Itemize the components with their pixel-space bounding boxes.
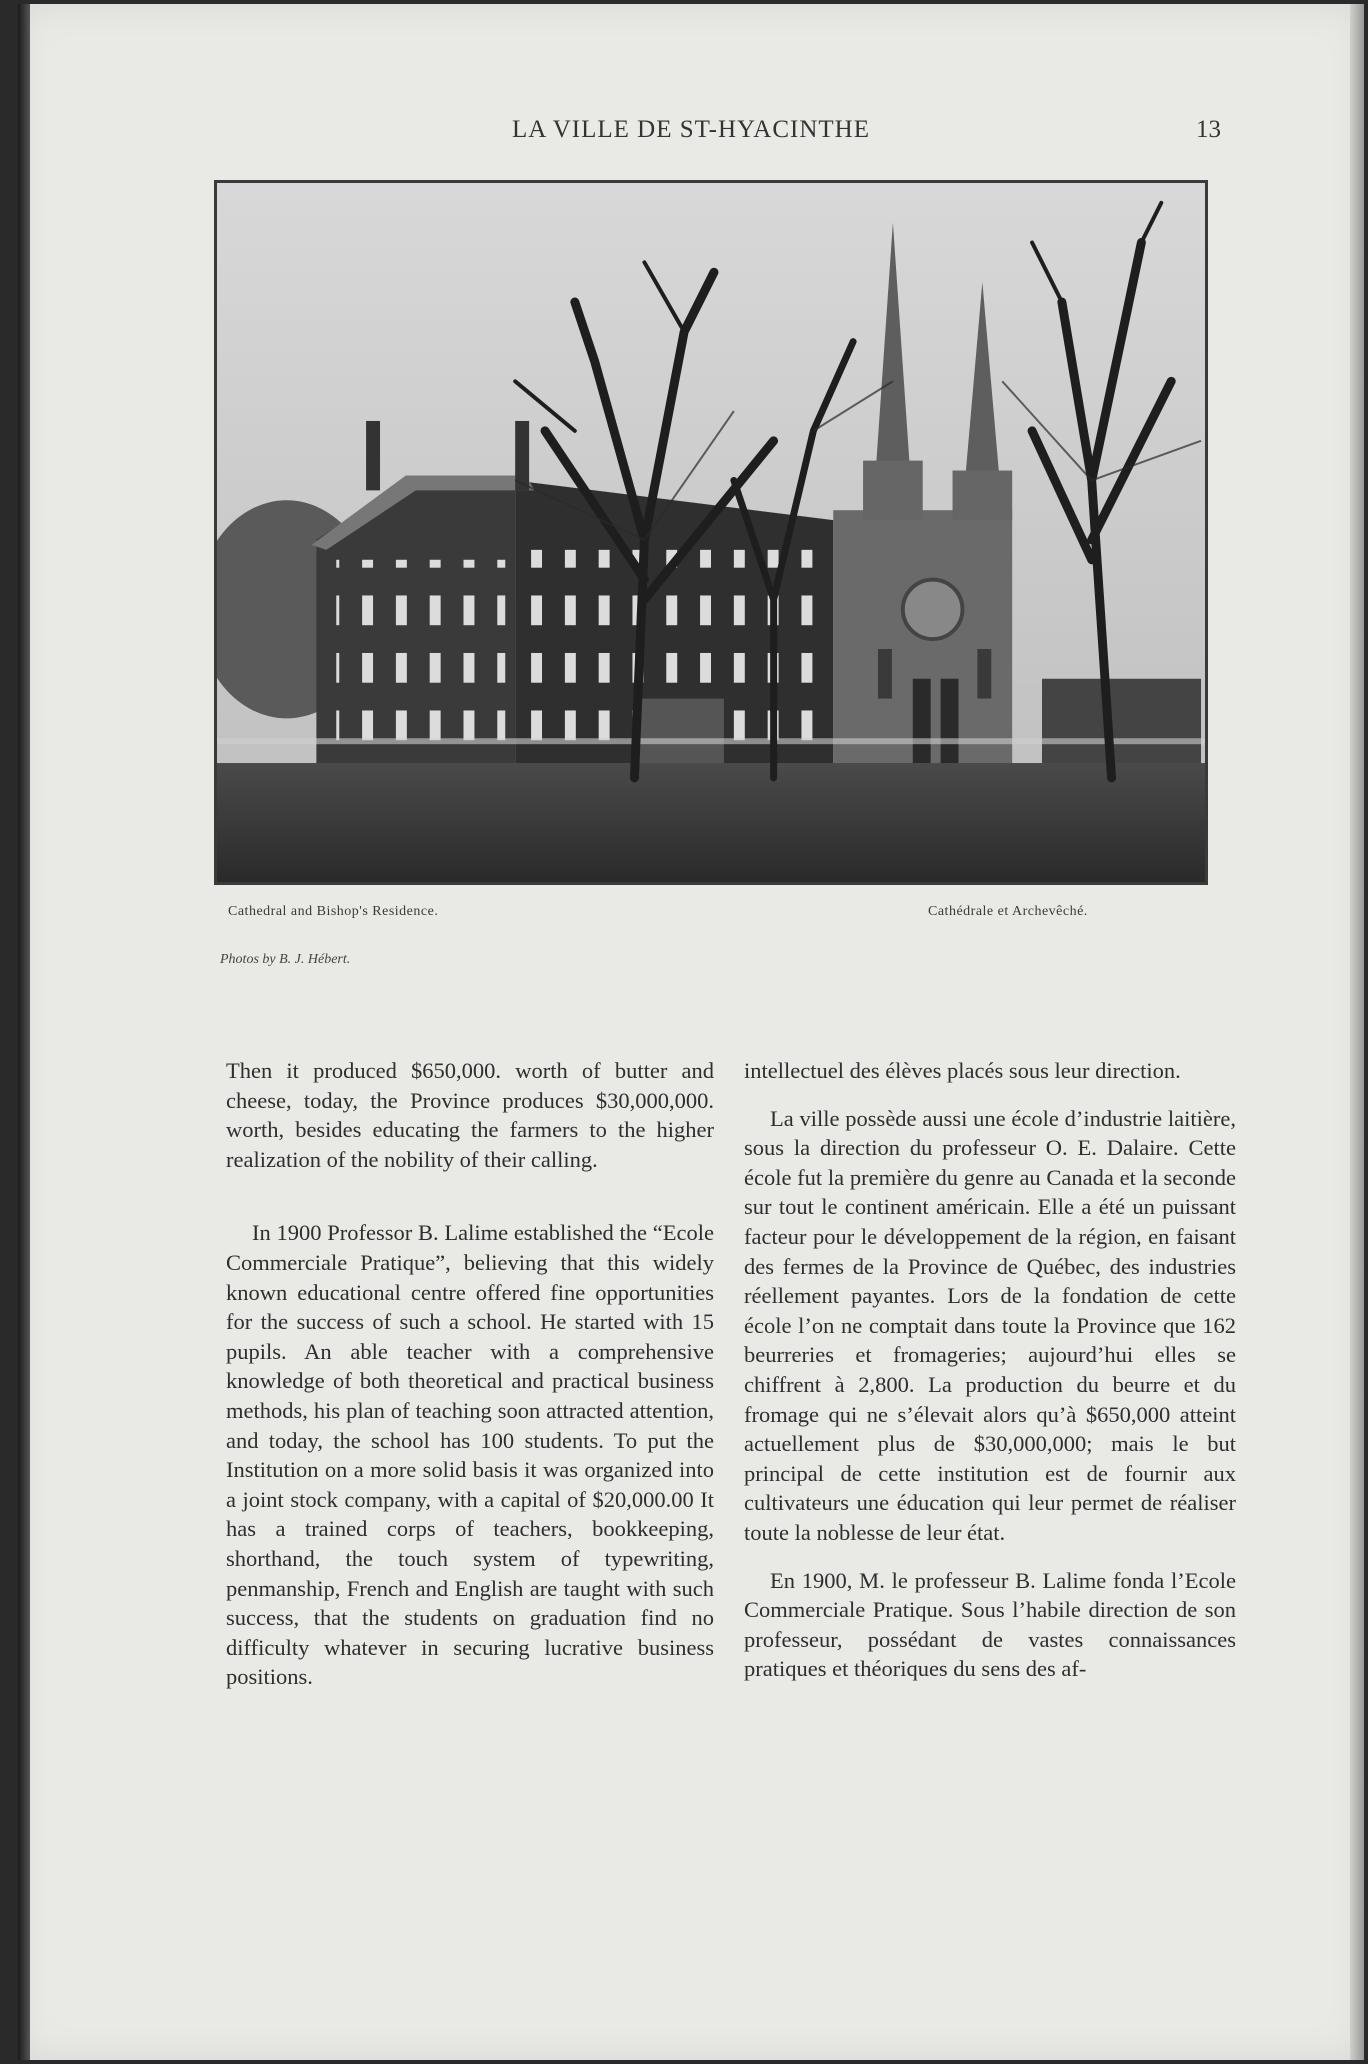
cathedral-photo-image — [217, 183, 1205, 882]
page — [18, 4, 1364, 2060]
left-paragraph-1: Then it produced $650,000. worth of butter and cheese, today, the Province produces $30,000,000. worth, besides educating the farmers to the higher realization of the nobility of their calling. — [226, 1058, 714, 1172]
left-paragraph-2: In 1900 Professor B. Lalime established the “Ecole Commerciale Pratique”, believing that this widely known educational centre offered fine opportunities for the success of such a school. He started with 15 pupils. An able teacher with a comprehensive knowledge of both theoretical and practical business methods, his plan of teaching soon attracted attention, and today, the school has 100 students. To put the Institution on a more solid basis it was organized into a joint stock company, with a capital of $20,000.00 It has a trained corps of teachers, bookkeeping, shorthand, the touch system of typewriting, penmanship, French and English are taught with such success, that the students on graduation find no difficulty whatever in securing lucrative business positions. — [226, 1220, 714, 1690]
right-column — [744, 1056, 1236, 1684]
running-title: LA VILLE DE ST-HYACINTHE — [511, 116, 870, 143]
page-number: 13 — [1196, 116, 1221, 143]
page-edge — [1350, 4, 1364, 2060]
right-paragraph-2: La ville possède aussi une école d’industrie laitière, sous la direction du professeur O. E. Dalaire. Cette école fut la première du genre au Canada et la seconde sur tout le continent américain. Elle a été un puissant facteur pour le développement de la région, en faisant des fermes de la Province de Québec, des industries réellement payantes. Lors de la fondation de cette école l’on ne comptait dans toute la Province que 162 beurreries et fromageries; aujourd’hui elles se chiffrent à 2,800. La production du beurre et du fromage qui ne s’élevait alors qu’à $650,000 atteint actuellement plus de $30,000,000; mais le but principal de cette institution est de fournir aux cultivateurs une éducation qui leur permet de réaliser toute la noblesse de leur état. — [744, 1105, 1236, 1545]
left-column — [226, 1056, 714, 1692]
photo-credit: Photos by B. J. Hébert. — [220, 952, 351, 967]
photo-caption-french: Cathédrale et Archevêché. — [928, 904, 1088, 919]
right-paragraph-1: intellectuel des élèves placés sous leur direction. — [744, 1058, 1181, 1083]
photo-caption-english: Cathedral and Bishop's Residence. — [228, 904, 439, 919]
right-paragraph-3: En 1900, M. le professeur B. Lalime fonda l’Ecole Commerciale Pratique. Sous l’habile direction de son professeur, possédant de vastes connaissances pratiques et théoriques du sens des af- — [744, 1567, 1236, 1682]
book-gutter — [18, 4, 30, 2060]
cathedral-photo — [214, 180, 1208, 885]
